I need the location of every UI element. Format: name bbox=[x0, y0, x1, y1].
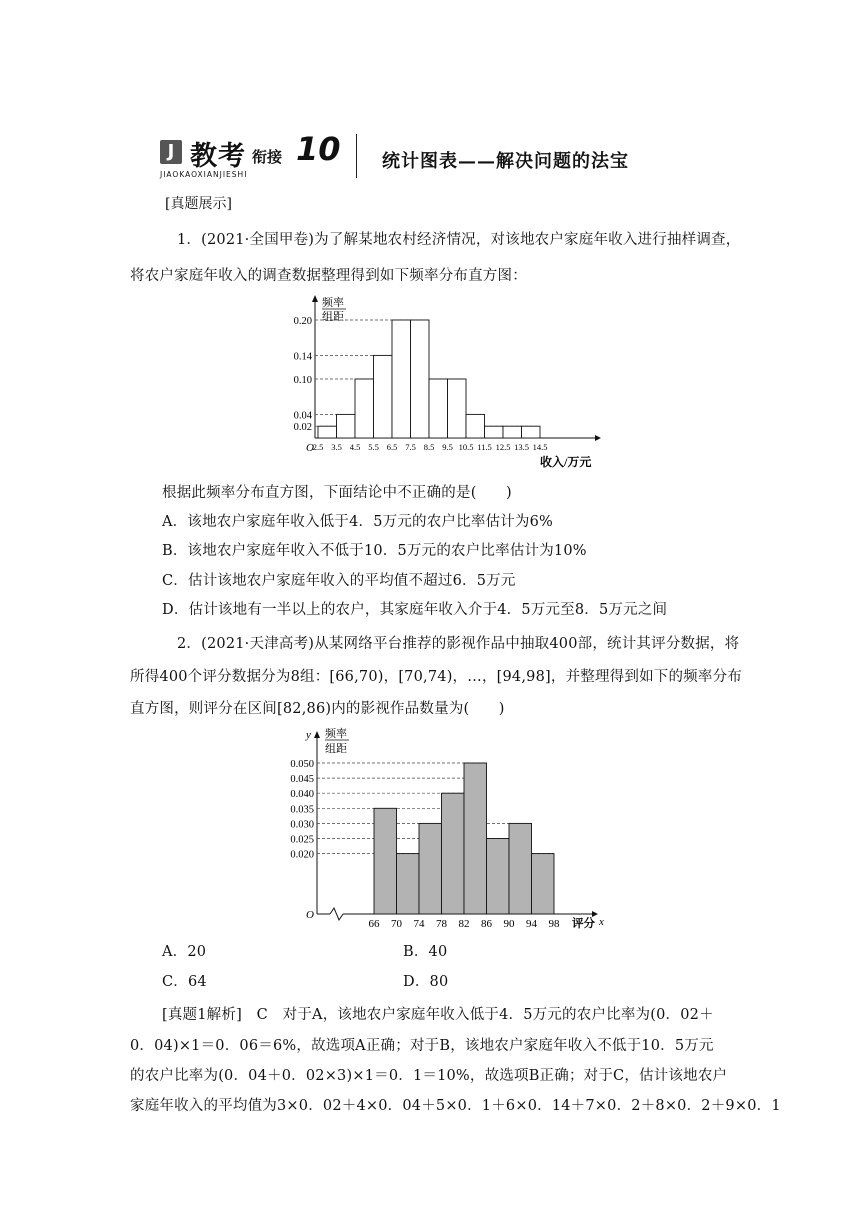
q2-option-a: A．20 bbox=[162, 944, 207, 960]
x-axis-label: 评分 bbox=[572, 918, 595, 930]
histogram-bar bbox=[429, 379, 448, 438]
y-label-bottom: 组距 bbox=[325, 743, 347, 755]
y-tick-label: 0.025 bbox=[290, 834, 314, 846]
section-tag: [真题展示] bbox=[165, 196, 232, 212]
x-tick-label: 9.5 bbox=[442, 442, 453, 452]
analysis-line2: 0．04)×1＝0．06＝6%，故选项A正确；对于B，该地农户家庭年收入不低于10．5万元 bbox=[130, 1038, 714, 1054]
x-tick-label: 3.5 bbox=[331, 442, 342, 452]
histogram-bar bbox=[397, 854, 420, 914]
header-divider bbox=[356, 134, 357, 178]
x-tick-label: 6.5 bbox=[386, 442, 398, 452]
x-tick-label: 94 bbox=[526, 918, 537, 930]
analysis-line3: 的农户比率为(0．04＋0．02×3)×1＝0．1＝10%，故选项B正确；对于C，估计该地农户 bbox=[130, 1068, 728, 1084]
histogram-bar bbox=[487, 839, 510, 915]
histogram-bar bbox=[509, 823, 532, 914]
x-tick-label: 2.5 bbox=[312, 442, 324, 452]
q2-option-b: B．40 bbox=[403, 944, 448, 960]
y-tick-label: 0.045 bbox=[290, 774, 314, 786]
y-axis-arrow bbox=[314, 731, 320, 738]
histogram-bar bbox=[464, 763, 487, 914]
y-tick-label: 0.20 bbox=[293, 316, 312, 327]
y-tick-label: 0.02 bbox=[293, 422, 312, 434]
x-axis-label: 收入/万元 bbox=[540, 455, 592, 469]
histogram-bar bbox=[355, 379, 374, 438]
x-tick-label: 74 bbox=[413, 918, 425, 930]
histogram-bar bbox=[448, 379, 467, 438]
histogram-bar bbox=[374, 808, 397, 914]
histogram-bar bbox=[411, 320, 430, 438]
q1-option-b: B．该地农户家庭年收入不低于10．5万元的农户比率估计为10% bbox=[162, 543, 587, 559]
x-tick-label: 13.5 bbox=[514, 442, 529, 452]
y-tick-label: 0.10 bbox=[293, 375, 312, 386]
x-tick-label: 78 bbox=[436, 918, 447, 930]
q1-option-a: A．该地农户家庭年收入低于4．5万元的农户比率估计为6% bbox=[162, 514, 554, 530]
y-label-top: 频率 bbox=[325, 728, 347, 740]
income-histogram bbox=[270, 290, 610, 475]
x-tick-label: 70 bbox=[391, 918, 402, 930]
x-axis-arrow bbox=[595, 435, 601, 441]
q1-line2: 将农户家庭年收入的调查数据整理得到如下频率分布直方图： bbox=[130, 268, 527, 284]
histogram-bar bbox=[337, 414, 356, 438]
x-tick-label: 90 bbox=[503, 918, 515, 930]
x-tick-label: 8.5 bbox=[423, 442, 435, 452]
y-tick-label: 0.020 bbox=[290, 849, 314, 861]
x-tick-label: 14.5 bbox=[532, 442, 548, 452]
q1-option-c: C．估计该地农户家庭年收入的平均值不超过6．5万元 bbox=[162, 573, 516, 589]
axis-break-icon bbox=[330, 908, 343, 920]
y-tick-label: 0.030 bbox=[290, 819, 314, 831]
q2-line1: 2．(2021·天津高考)从某网络平台推荐的影视作品中抽取400部，统计其评分数据，将 bbox=[177, 636, 740, 652]
histogram-bar bbox=[318, 426, 337, 438]
y-label-bottom: 组距 bbox=[322, 311, 344, 323]
brand-pinyin: JIAOKAOXIANJIESHI bbox=[160, 170, 248, 179]
page-title: 统计图表——解决问题的法宝 bbox=[382, 151, 629, 172]
q2-line3: 直方图，则评分在区间[82,86)内的影视作品数量为( ) bbox=[130, 701, 505, 717]
y-tick-label: 0.050 bbox=[290, 759, 314, 770]
x-tick-label: 82 bbox=[458, 918, 470, 930]
brand-number: 10 bbox=[296, 130, 341, 168]
q1-question: 根据此频率分布直方图，下面结论中不正确的是( ) bbox=[162, 485, 512, 501]
q1-line1: 1．(2021·全国甲卷)为了解某地农村经济情况，对该地农户家庭年收入进行抽样调查， bbox=[177, 232, 741, 248]
y-axis-letter: y bbox=[306, 729, 311, 741]
q2-option-d: D．80 bbox=[403, 974, 449, 990]
histogram-bar bbox=[503, 426, 522, 438]
brand-name: 教考 bbox=[190, 141, 246, 172]
histogram-bar bbox=[466, 414, 485, 438]
rating-histogram bbox=[270, 722, 630, 932]
histogram-bar bbox=[374, 355, 393, 438]
histogram-bar bbox=[532, 854, 555, 914]
histogram-bar bbox=[442, 793, 465, 914]
x-tick-label: 5.5 bbox=[368, 442, 379, 452]
q1-option-d: D．估计该地有一半以上的农户，其家庭年收入介于4．5万元至8．5万元之间 bbox=[162, 602, 668, 618]
y-tick-label: 0.14 bbox=[293, 351, 312, 363]
analysis-line1: [真题1解析] C 对于A，该地农户家庭年收入低于4．5万元的农户比率为(0．02＋ bbox=[162, 1007, 714, 1023]
x-tick-label: 4.5 bbox=[349, 442, 361, 452]
brand-subtitle: 衔接 bbox=[252, 148, 283, 166]
y-label-top: 频率 bbox=[322, 297, 344, 309]
histogram-bar bbox=[419, 823, 442, 914]
origin-label: O bbox=[306, 909, 314, 921]
q2-option-c: C．64 bbox=[162, 974, 207, 990]
x-tick-label: 7.5 bbox=[405, 442, 416, 452]
histogram-bar bbox=[485, 426, 504, 438]
x-tick-label: 12.5 bbox=[495, 442, 511, 452]
x-axis-letter: x bbox=[599, 916, 604, 928]
y-tick-label: 0.04 bbox=[293, 410, 312, 422]
origin-label: O bbox=[306, 442, 314, 454]
y-axis-arrow bbox=[312, 295, 318, 302]
histogram-bar bbox=[392, 320, 411, 438]
x-tick-label: 86 bbox=[481, 918, 492, 930]
y-tick-label: 0.040 bbox=[290, 789, 314, 801]
x-tick-label: 11.5 bbox=[477, 442, 492, 452]
histogram-bar bbox=[522, 426, 541, 438]
analysis-line4: 家庭年收入的平均值为3×0．02＋4×0．04＋5×0．1＋6×0．14＋7×0．2＋8×0．2＋9×0．1 bbox=[130, 1098, 781, 1114]
q2-line2: 所得400个评分数据分为8组：[66,70)，[70,74)，…，[94,98]，并整理得到如下的频率分布 bbox=[130, 669, 742, 685]
x-axis-arrow bbox=[592, 911, 598, 917]
x-tick-label: 66 bbox=[368, 918, 380, 930]
logo-icon: J bbox=[160, 140, 182, 164]
y-tick-label: 0.035 bbox=[290, 804, 314, 816]
x-tick-label: 98 bbox=[548, 918, 560, 930]
x-tick-label: 10.5 bbox=[458, 442, 474, 452]
